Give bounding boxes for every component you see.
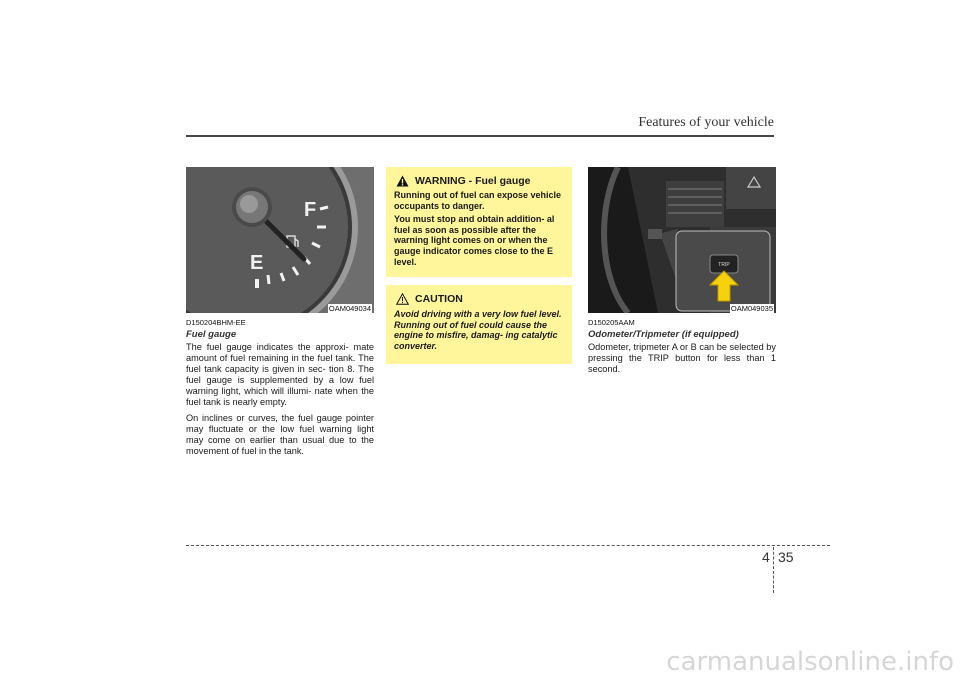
figure-caption: OAM049035 [730, 304, 773, 313]
warning-box [386, 167, 572, 277]
footer-divider [773, 547, 774, 593]
caution-title: CAUTION [415, 293, 463, 306]
fuel-gauge-figure [186, 167, 374, 313]
trip-button-label: TRIP [718, 262, 730, 268]
section-heading: Odometer/Tripmeter (if equipped) [588, 329, 739, 340]
page-number: 35 [778, 549, 794, 565]
body-paragraph: The fuel gauge indicates the approxi- mate amount of fuel remaining in the fuel tank. The fuel tank capacity is given in sec- tion 8. The fuel gauge is supplemented by a low fuel warning light, which will illumi- nate when the fuel tank is nearly empty. [186, 342, 374, 407]
fuel-gauge-section [186, 167, 374, 462]
odometer-section [588, 167, 776, 380]
fuel-gauge-illustration [186, 167, 374, 313]
section-heading: Fuel gauge [186, 329, 237, 340]
warning-triangle-icon [396, 175, 409, 187]
warning-column [386, 167, 574, 364]
watermark: carmanualsonline.info [666, 647, 954, 677]
caution-box [386, 285, 572, 363]
header-rule [186, 135, 774, 137]
gauge-empty-label: E [250, 252, 264, 274]
caution-text: Avoid driving with a very low fuel level. Running out of fuel could cause the engine to misfire, damag- ing catalytic converter. [394, 309, 562, 351]
section-code: D150205AAM [588, 318, 635, 327]
caution-triangle-icon [396, 293, 409, 305]
section-code: D150204BHM-EE [186, 318, 246, 327]
body-paragraph: Odometer, tripmeter A or B can be selected by pressing the TRIP button for less than 1 second. [588, 342, 776, 374]
chapter-number: 4 [762, 549, 770, 565]
warning-text: Running out of fuel can expose vehicle occupants to danger. [394, 190, 562, 211]
trip-button-figure [588, 167, 776, 313]
footer-rule [186, 545, 830, 546]
warning-title: WARNING - Fuel gauge [415, 175, 531, 187]
trip-button-illustration [588, 167, 776, 313]
figure-caption: OAM049034 [328, 304, 371, 313]
page-header-title: Features of your vehicle [638, 115, 774, 130]
body-paragraph: On inclines or curves, the fuel gauge pointer may fluctuate or the low fuel warning light may come on earlier than usual due to the movement of fuel in the tank. [186, 413, 374, 456]
warning-text: You must stop and obtain addition- al fuel as soon as possible after the warning light comes on or when the gauge indicator comes close to the E level. [394, 214, 555, 267]
gauge-full-label: F [304, 199, 317, 221]
